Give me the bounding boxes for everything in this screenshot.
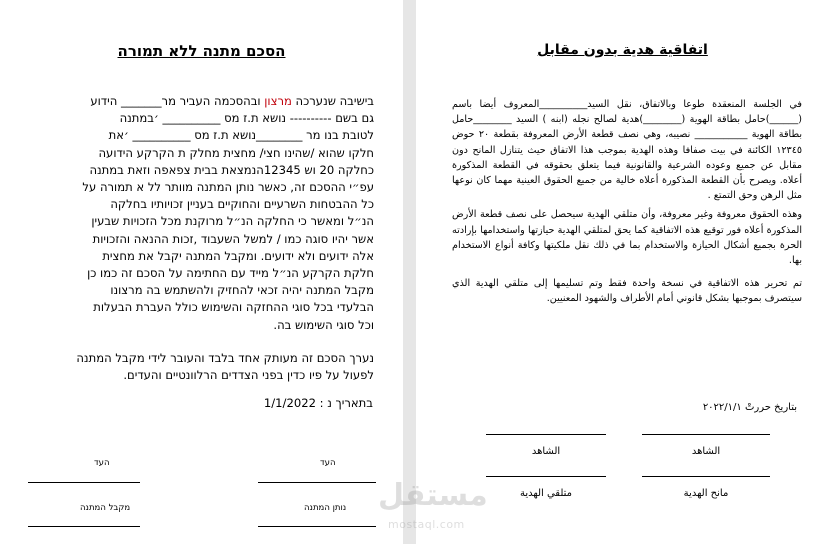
giver-label: נותן המתנה [304,503,347,513]
hebrew-line: עפ״י ההסכם זה, כאשר נותן המתנה מוותר לל א תמורה על [82,180,374,195]
hebrew-line: כחלקה 20 וש 12345הנמצאת בבית צפאפה וזאת במתנה [89,162,374,177]
hebrew-line: אלה ידועים ולא ידועים. ומקבל המתנה יקבל את מחצית [102,248,374,263]
hebrew-line: כל ההבטחות השרעיים והחוקיים בעניין זכויותיו בחלקה [110,197,374,212]
giver-label: مانح الهدية [683,488,729,499]
witness-line-right [642,434,770,435]
witness-line-left [486,434,606,435]
hebrew-line: מקבל המתנה יהיה זכאי להחזיק ולהשתמש בה מרצונו [110,283,374,298]
watermark-text: مستقل [378,478,488,513]
receiver-label: متلقي الهدية [519,488,573,499]
receiver-line [486,476,606,477]
witness-label-left: الشاهد [531,446,561,457]
receiver-label: מקבל המתנה [80,503,131,513]
hebrew-body [44,93,374,334]
watermark-url: mostaql.com [388,518,465,531]
witness-label-left: העד [94,458,110,468]
hebrew-line: לטובת בנו מר ________נושא ת.ז מס __________ ׳את [108,128,374,143]
arabic-page [416,0,829,544]
hebrew-highlight-word: מרצון [264,94,292,108]
hebrew-line: הבלעדי בכל סוגי ההחזקה והשימוש כולל העברת הבעלות [93,300,374,315]
hebrew-line: חלקת הקרקע הנ״ל מייד עם החתימה על הסכם זה כמו כן [87,266,374,281]
hebrew-line-1-end: ובהסכמה העביר מר_______ הידוע [90,94,265,108]
hebrew-line: הנ״ל ומאשר כי החלקה הנ״ל מרוקנת מכל הזכויות שבעין [91,214,374,229]
hebrew-line: גם בשם ---------- נושא ת.ז מס __________ ׳במתנה [119,111,374,126]
giver-line [258,526,376,527]
giver-line [642,476,770,477]
hebrew-line: וכל סוגי השימוש בה. [273,317,374,332]
hebrew-line-1-start: בישיבה שנערכה [291,94,374,108]
witness-label-right: الشاهد [691,446,721,457]
hebrew-closing [44,350,374,384]
arabic-paragraph: وهذه الحقوق معروفة وغير معروفة، وأن متلقي الهدية سيحصل على نصف قطعة الأرض المذكورة أعلاه فور توقيع هذه الاتفاقية كما يحق لمتلقي الهدية حيازتها واستخدامها بإرادته الحرة بجميع أشكال الحيازة والاستخدام بما في ذلك نقل ملكيتها وكافة أنواع الاستخدام بها. [452,209,802,267]
hebrew-date: בתאריך נ : 1/1/2022 [263,396,373,410]
witness-line-left [28,482,140,483]
witness-label-right: העד [320,458,336,468]
hebrew-line: חלקו שהוא /שהינו חצי/ מחצית מחלק ת הקרקע הידועה [98,145,374,160]
arabic-title: اتفاقية هدية بدون مقابل [537,42,708,58]
arabic-paragraph: في الجلسة المنعقدة طوعا وبالاتفاق، نقل السيد__________المعروف أيضا باسم (______)حامل بطاقة الهوية (________)هدية لصالح نجله (ابنه ) السيد ________حامل بطاقة الهوية ___________ نصيبه، وهي نصف قطعة الأرض المعروفة بقطعة ٢٠ حوض ١٢٣٤٥ الكائنة في بيت صفافا وهذه الهدية بموجب هذا الاتفاق حيث يتنازل المانح دون مقابل عن جميع وعوده الشرعية والقانونية فيما يتعلق بحقوقه في القطعة المذكورة أعلاه. ويصرح بأن القطعة المذكورة أعلاه خالية من جميع الحقوق العينية مهما كان نوعها مثل الرهن وحق التمتع . [452,99,802,202]
hebrew-line-1 [44,93,374,110]
hebrew-page [0,0,403,544]
arabic-paragraph: تم تحرير هذه الاتفاقية في نسخة واحدة فقط وتم تسليمها إلى متلقي الهدية الذي سيتصرف بموجبها بشكل قانوني أمام الأطراف والشهود المعنيين. [452,278,802,305]
arabic-date: بتاريخ حررتْ ٢٠٢٢/١/١ [702,402,797,413]
receiver-line [28,526,140,527]
hebrew-title: הסכם מתנה ללא תמורה [117,42,286,60]
hebrew-closing-line: לפעול על פיו כדין בפני הצדדים הרלוונטיים והעדים. [123,368,374,383]
arabic-body [452,97,802,311]
hebrew-closing-line: נערך הסכם זה מעותק אחד בלבד והעובר לידי מקבל המתנה [76,351,374,365]
witness-line-right [258,482,376,483]
hebrew-line: אשר יהיו סוגה כמו / למשל השעבוד ,זכות ההנאה והזכויות [92,231,374,246]
